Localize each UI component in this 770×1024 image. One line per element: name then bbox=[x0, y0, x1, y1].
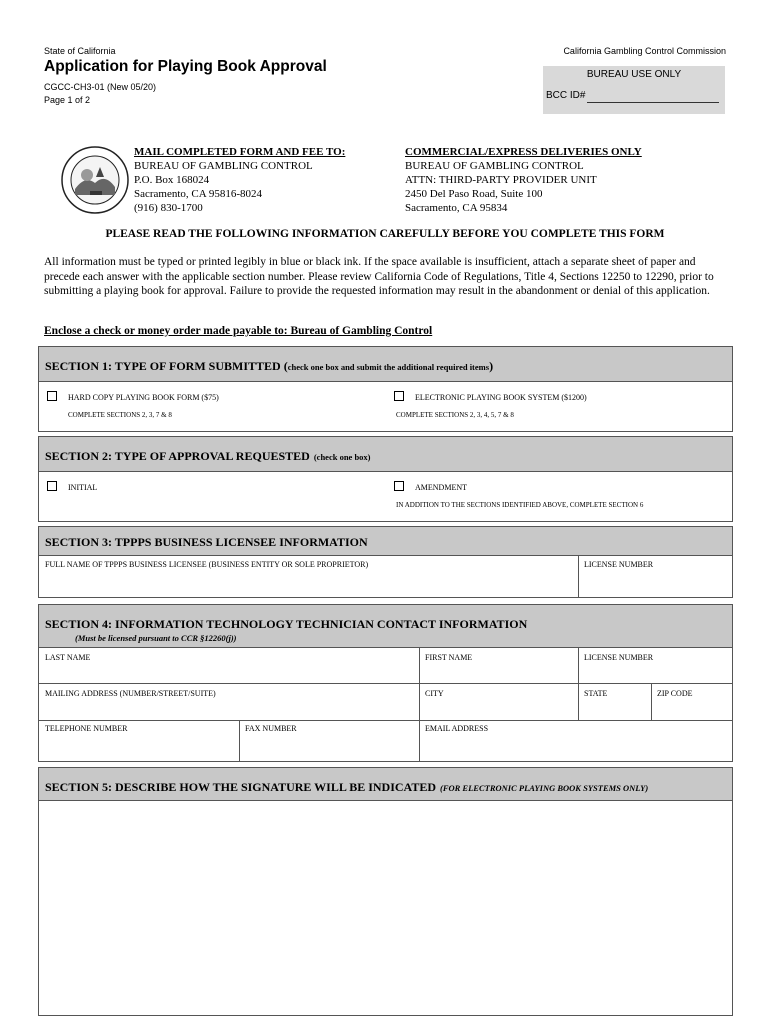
form-meta bbox=[44, 81, 156, 107]
section-1-close: ) bbox=[489, 359, 494, 373]
hard-copy-checkbox[interactable] bbox=[47, 391, 57, 401]
electronic-sub: COMPLETE SECTIONS 2, 3, 4, 5, 7 & 8 bbox=[396, 411, 514, 419]
mail-to-line: BUREAU OF GAMBLING CONTROL bbox=[134, 160, 313, 172]
licensee-name-label: FULL NAME OF TPPPS BUSINESS LICENSEE (BUSINESS ENTITY OR SOLE PROPRIETOR) bbox=[45, 560, 369, 569]
section-4-title: SECTION 4: INFORMATION TECHNOLOGY TECHNICIAN CONTACT INFORMATION bbox=[45, 617, 528, 631]
initial-checkbox[interactable] bbox=[47, 481, 57, 491]
form-number: CGCC-CH3-01 (New 05/20) bbox=[44, 82, 157, 92]
section-2-header bbox=[39, 437, 732, 472]
commercial-block bbox=[405, 145, 642, 215]
section-3-header bbox=[39, 527, 732, 556]
bcc-id-line[interactable] bbox=[587, 102, 719, 103]
hard-copy-label: HARD COPY PLAYING BOOK FORM ($75) bbox=[68, 393, 219, 402]
fax-label: FAX NUMBER bbox=[245, 724, 297, 733]
electronic-checkbox[interactable] bbox=[394, 391, 404, 401]
city-label: CITY bbox=[425, 689, 444, 698]
section-2-note: (check one box) bbox=[313, 452, 371, 462]
section-5-title: SECTION 5: DESCRIBE HOW THE SIGNATURE WILL BE INDICATED bbox=[45, 780, 436, 794]
section-2 bbox=[38, 436, 733, 522]
agency-label: California Gambling Control Commission bbox=[563, 46, 726, 56]
amendment-sub: IN ADDITION TO THE SECTIONS IDENTIFIED ABOVE, COMPLETE SECTION 6 bbox=[396, 501, 644, 509]
first-name-label: FIRST NAME bbox=[425, 653, 473, 662]
section-1-header bbox=[39, 347, 732, 382]
mail-to-line: (916) 830-1700 bbox=[134, 202, 203, 214]
amendment-checkbox[interactable] bbox=[394, 481, 404, 491]
license-number-label: LICENSE NUMBER bbox=[584, 560, 654, 569]
california-seal-icon bbox=[60, 145, 130, 215]
bureau-use-title: BUREAU USE ONLY bbox=[586, 69, 682, 80]
instructions-heading: PLEASE READ THE FOLLOWING INFORMATION CAREFULLY BEFORE YOU COMPLETE THIS FORM bbox=[105, 228, 665, 240]
zip-label: ZIP CODE bbox=[657, 689, 693, 698]
bureau-use-box bbox=[543, 66, 725, 114]
enclose-payment-note: Enclose a check or money order made payable to: Bureau of Gambling Control bbox=[44, 325, 433, 337]
instructions-body: All information must be typed or printed legibly in blue or black ink. If the space available is insufficient, attach a separate sheet of paper and precede each answer with the applicable section number. Please review California Code of Regulations, Title 4, Sections 12250 to 12290, prior to submitting a playing book for approval. Failure to provide the requested information may result in the abandonment or denial of this application. bbox=[44, 256, 714, 297]
mailing-address-label: MAILING ADDRESS (NUMBER/STREET/SUITE) bbox=[45, 689, 216, 698]
page-number: Page 1 of 2 bbox=[44, 95, 91, 105]
electronic-label: ELECTRONIC PLAYING BOOK SYSTEM ($1200) bbox=[415, 393, 587, 402]
hard-copy-sub: COMPLETE SECTIONS 2, 3, 7 & 8 bbox=[68, 411, 172, 419]
last-name-label: LAST NAME bbox=[45, 653, 91, 662]
commercial-line: Sacramento, CA 95834 bbox=[405, 202, 508, 214]
commercial-line: 2450 Del Paso Road, Suite 100 bbox=[405, 188, 543, 200]
signature-description-area[interactable] bbox=[39, 801, 732, 1015]
amendment-label: AMENDMENT bbox=[415, 483, 467, 492]
section-2-title: SECTION 2: TYPE OF APPROVAL REQUESTED bbox=[45, 449, 310, 463]
tech-license-label: LICENSE NUMBER bbox=[584, 653, 654, 662]
section-4-header bbox=[39, 605, 732, 648]
section-1 bbox=[38, 346, 733, 432]
mail-to-line: P.O. Box 168024 bbox=[134, 174, 210, 186]
bcc-id-label: BCC ID# bbox=[546, 90, 586, 101]
section-1-title: SECTION 1: TYPE OF FORM SUBMITTED ( bbox=[45, 359, 288, 373]
section-3-title: SECTION 3: TPPPS BUSINESS LICENSEE INFORMATION bbox=[45, 535, 368, 549]
section-5-note: (FOR ELECTRONIC PLAYING BOOK SYSTEMS ONLY) bbox=[440, 783, 649, 793]
section-5-header bbox=[39, 768, 732, 801]
mail-to-heading: MAIL COMPLETED FORM AND FEE TO: bbox=[134, 146, 346, 158]
telephone-label: TELEPHONE NUMBER bbox=[45, 724, 128, 733]
section-3 bbox=[38, 526, 733, 598]
section-4 bbox=[38, 604, 733, 762]
section-1-note: check one box and submit the additional required items bbox=[287, 362, 490, 372]
section-5 bbox=[38, 767, 733, 1016]
email-label: EMAIL ADDRESS bbox=[425, 724, 489, 733]
state-field-label: STATE bbox=[584, 689, 608, 698]
commercial-heading: COMMERCIAL/EXPRESS DELIVERIES ONLY bbox=[405, 146, 642, 158]
mail-to-block bbox=[134, 145, 345, 215]
commercial-line: ATTN: THIRD-PARTY PROVIDER UNIT bbox=[405, 174, 597, 186]
form-title: Application for Playing Book Approval bbox=[44, 58, 327, 75]
state-label: State of California bbox=[44, 46, 116, 56]
commercial-line: BUREAU OF GAMBLING CONTROL bbox=[405, 160, 584, 172]
initial-label: INITIAL bbox=[68, 483, 98, 492]
section-4-subtitle: (Must be licensed pursuant to CCR §12260(j)) bbox=[75, 633, 237, 643]
mail-to-line: Sacramento, CA 95816-8024 bbox=[134, 188, 263, 200]
